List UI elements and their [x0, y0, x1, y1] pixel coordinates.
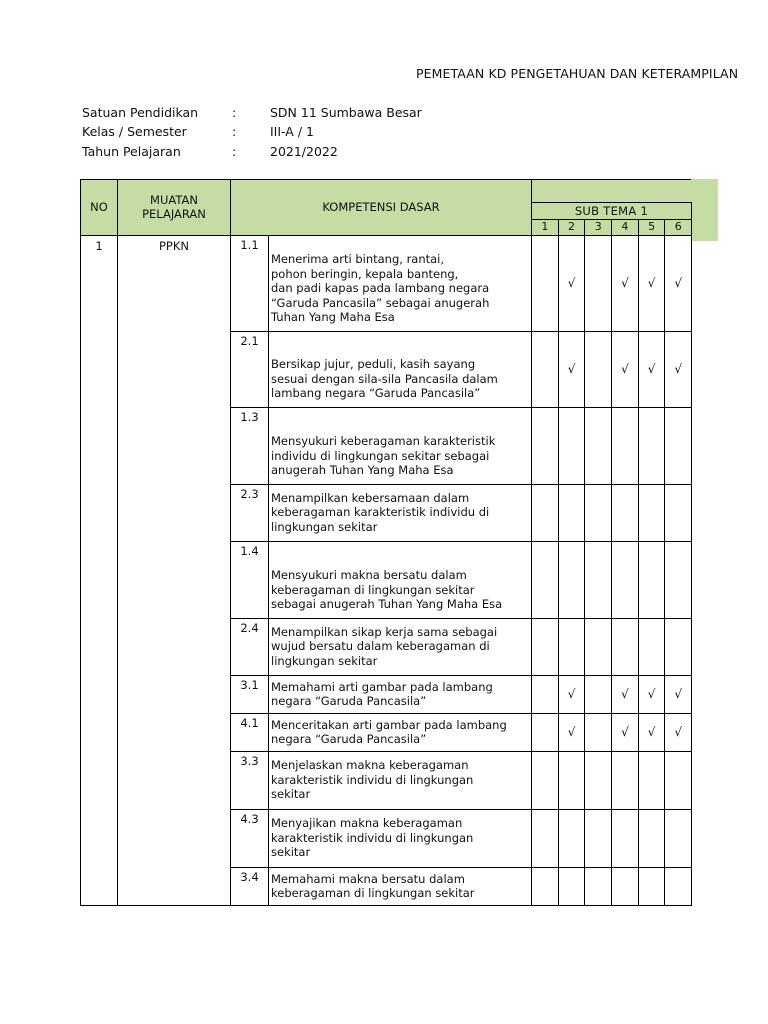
subtema-2-cell — [558, 675, 585, 713]
subtema-2-cell — [558, 809, 585, 867]
subtema-3-cell — [585, 713, 612, 751]
kd-description-line: Menampilkan sikap kerja sama sebagai — [271, 624, 498, 639]
check-mark-icon: √ — [674, 686, 683, 701]
subtema-6-cell — [665, 809, 692, 867]
subtema-3-cell — [585, 751, 612, 809]
meta-label: Kelas / Semester — [82, 124, 187, 139]
kd-description-line: Bersikap jujur, peduli, kasih sayang — [271, 357, 476, 371]
kd-description-line: negara “Garuda Pancasila” — [271, 732, 427, 746]
subtema-1-cell — [532, 618, 559, 675]
kd-description-line: individu di lingkungan sekitar sebagai — [271, 448, 490, 463]
subtema-3-cell — [585, 331, 612, 407]
kd-code: 2.1 — [231, 331, 269, 407]
subtema-5-cell — [638, 484, 665, 541]
subtema-6-cell — [665, 867, 692, 905]
kd-description-line: Menjelaskan makna keberagaman — [271, 758, 469, 773]
kd-code: 1.4 — [231, 541, 269, 618]
kd-description-line: “Garuda Pancasila” sebagai anugerah — [271, 295, 490, 310]
kd-description — [269, 867, 532, 905]
subtema-1-cell — [532, 407, 559, 484]
check-mark-icon: √ — [567, 724, 576, 739]
kd-description-line: Tuhan Yang Maha Esa — [271, 310, 395, 324]
subtema-4-cell — [612, 713, 639, 751]
subtema-3-cell — [585, 618, 612, 675]
subtema-5-cell — [638, 713, 665, 751]
check-mark-icon: √ — [674, 361, 683, 376]
kd-description-line: dan padi kapas pada lambang negara — [271, 281, 490, 295]
subtema-1-cell — [532, 809, 559, 867]
subtema-3-cell — [585, 484, 612, 541]
subtema-4-cell — [612, 675, 639, 713]
kd-description-line: lambang negara “Garuda Pancasila” — [271, 386, 481, 400]
check-mark-icon: √ — [647, 724, 656, 739]
subtema-5-cell — [638, 809, 665, 867]
check-mark-icon: √ — [647, 275, 656, 290]
kd-description-line: anugerah Tuhan Yang Maha Esa — [271, 463, 454, 477]
header-muatan-line2: PELAJARAN — [142, 207, 206, 222]
kd-code: 3.3 — [231, 751, 269, 809]
header-subtema-num: 6 — [665, 220, 692, 236]
subtema-4-cell — [612, 407, 639, 484]
check-mark-icon: √ — [621, 275, 629, 290]
kd-description — [269, 618, 532, 675]
subtema-6-cell — [665, 618, 692, 675]
meta-colon: : — [232, 124, 237, 139]
subtema-5-cell — [638, 867, 665, 905]
kd-description — [269, 235, 532, 331]
kd-description-line: keberagaman di lingkungan sekitar — [271, 886, 475, 900]
subtema-6-cell — [665, 675, 692, 713]
kd-code: 4.3 — [231, 809, 269, 867]
kd-description-line: Menyajikan makna keberagaman — [271, 816, 463, 831]
kd-code: 3.1 — [231, 675, 269, 713]
subtema-1-cell — [532, 675, 559, 713]
subtema-2-cell — [558, 751, 585, 809]
subtema-6-cell — [665, 713, 692, 751]
subtema-3-cell — [585, 809, 612, 867]
kd-description-line: Mensyukuri makna bersatu dalam — [271, 568, 467, 582]
row-no: 1 — [81, 235, 118, 905]
kd-description-line: wujud bersatu dalam keberagaman di — [271, 639, 490, 654]
subtema-6-cell — [665, 407, 692, 484]
subtema-5-cell — [638, 235, 665, 331]
subtema-4-cell — [612, 235, 639, 331]
kd-description-line: Menerima arti bintang, rantai, — [271, 252, 445, 266]
kd-description-line: karakteristik individu di lingkungan — [271, 772, 474, 787]
subtema-5-cell — [638, 675, 665, 713]
header-muatan-line1: MUATAN — [150, 192, 198, 207]
header-kompetensi-dasar: KOMPETENSI DASAR — [231, 180, 532, 236]
subtema-2-cell — [558, 713, 585, 751]
subtema-3-cell — [585, 235, 612, 331]
check-mark-icon: √ — [567, 275, 576, 290]
kd-description-line: sekitar — [271, 787, 311, 802]
subtema-1-cell — [532, 331, 559, 407]
kd-description — [269, 331, 532, 407]
kd-code: 2.3 — [231, 484, 269, 541]
kd-description-line: pohon beringin, kepala banteng, — [271, 266, 459, 281]
check-mark-icon: √ — [647, 686, 656, 701]
subtema-1-cell — [532, 867, 559, 905]
meta-colon: : — [232, 144, 237, 159]
subtema-5-cell — [638, 751, 665, 809]
header-subtema-num: 5 — [638, 220, 665, 236]
check-mark-icon: √ — [674, 275, 683, 290]
subtema-2-cell — [558, 541, 585, 618]
subtema-6-cell — [665, 541, 692, 618]
kd-description-line: sebagai anugerah Tuhan Yang Maha Esa — [271, 597, 503, 611]
check-mark-icon: √ — [621, 724, 629, 739]
check-mark-icon: √ — [621, 361, 629, 376]
subtema-4-cell — [612, 751, 639, 809]
kd-description — [269, 809, 532, 867]
header-band-extension — [691, 179, 718, 241]
document-title: PEMETAAN KD PENGETAHUAN DAN KETERAMPILAN — [416, 66, 739, 81]
subtema-2-cell — [558, 484, 585, 541]
header-subtema-num: 4 — [612, 220, 639, 236]
kd-description-line: lingkungan sekitar — [271, 519, 378, 534]
subtema-3-cell — [585, 675, 612, 713]
subtema-4-cell — [612, 484, 639, 541]
header-subtema-num: 3 — [585, 220, 612, 236]
check-mark-icon: √ — [674, 724, 683, 739]
subtema-1-cell — [532, 751, 559, 809]
kd-description-line: sesuai dengan sila-sila Pancasila dalam — [271, 371, 498, 386]
subtema-3-cell — [585, 541, 612, 618]
subtema-5-cell — [638, 331, 665, 407]
kd-code: 3.4 — [231, 867, 269, 905]
subtema-2-cell — [558, 618, 585, 675]
meta-value: SDN 11 Sumbawa Besar — [270, 105, 422, 120]
subtema-4-cell — [612, 618, 639, 675]
kd-description-line: Memahami makna bersatu dalam — [271, 871, 465, 886]
subtema-1-cell — [532, 541, 559, 618]
subtema-5-cell — [638, 407, 665, 484]
subtema-4-cell — [612, 541, 639, 618]
kd-description-line: Mensyukuri keberagaman karakteristik — [271, 434, 496, 448]
kd-description-line: negara “Garuda Pancasila” — [271, 694, 427, 708]
subtema-1-cell — [532, 713, 559, 751]
kd-code: 1.1 — [231, 235, 269, 331]
header-subtema-num: 2 — [558, 220, 585, 236]
subtema-2-cell — [558, 331, 585, 407]
meta-label: Tahun Pelajaran — [82, 144, 181, 159]
kd-description-line: keberagaman karakteristik individu di — [271, 505, 490, 520]
kd-code: 4.1 — [231, 713, 269, 751]
kd-code: 1.3 — [231, 407, 269, 484]
subtema-2-cell — [558, 407, 585, 484]
subtema-2-cell — [558, 235, 585, 331]
subtema-4-cell — [612, 867, 639, 905]
kd-description — [269, 541, 532, 618]
meta-colon: : — [232, 105, 237, 120]
header-no: NO — [81, 180, 118, 236]
kd-description-line: Memahami arti gambar pada lambang — [271, 679, 493, 694]
kd-description-line: keberagaman di lingkungan sekitar — [271, 582, 475, 597]
kd-description — [269, 407, 532, 484]
header-subtema: SUB TEMA 1 — [532, 203, 692, 220]
subtema-5-cell — [638, 618, 665, 675]
subtema-5-cell — [638, 541, 665, 618]
check-mark-icon: √ — [647, 361, 656, 376]
subtema-2-cell — [558, 867, 585, 905]
header-subtema-num: 1 — [532, 220, 559, 236]
meta-value: 2021/2022 — [270, 144, 338, 159]
row-muatan: PPKN — [118, 235, 231, 905]
subtema-1-cell — [532, 235, 559, 331]
check-mark-icon: √ — [621, 686, 629, 701]
meta-value: III-A / 1 — [270, 124, 314, 139]
kd-mapping-table — [80, 179, 692, 906]
kd-description-line: Menampilkan kebersamaan dalam — [271, 490, 470, 505]
kd-description-line: lingkungan sekitar — [271, 653, 378, 668]
header-tema-band — [532, 180, 692, 203]
subtema-6-cell — [665, 235, 692, 331]
kd-description-line: Menceritakan arti gambar pada lambang — [271, 717, 507, 732]
header-muatan-pelajaran — [118, 180, 231, 236]
subtema-1-cell — [532, 484, 559, 541]
check-mark-icon: √ — [567, 361, 576, 376]
kd-description-line: sekitar — [271, 845, 311, 860]
subtema-3-cell — [585, 867, 612, 905]
check-mark-icon: √ — [567, 686, 576, 701]
subtema-6-cell — [665, 751, 692, 809]
kd-description — [269, 751, 532, 809]
subtema-3-cell — [585, 407, 612, 484]
kd-row — [81, 235, 692, 331]
subtema-4-cell — [612, 331, 639, 407]
subtema-4-cell — [612, 809, 639, 867]
kd-description — [269, 713, 532, 751]
meta-label: Satuan Pendidikan — [82, 105, 199, 120]
kd-code: 2.4 — [231, 618, 269, 675]
kd-description — [269, 484, 532, 541]
kd-description — [269, 675, 532, 713]
subtema-6-cell — [665, 484, 692, 541]
subtema-6-cell — [665, 331, 692, 407]
kd-description-line: karakteristik individu di lingkungan — [271, 830, 474, 845]
